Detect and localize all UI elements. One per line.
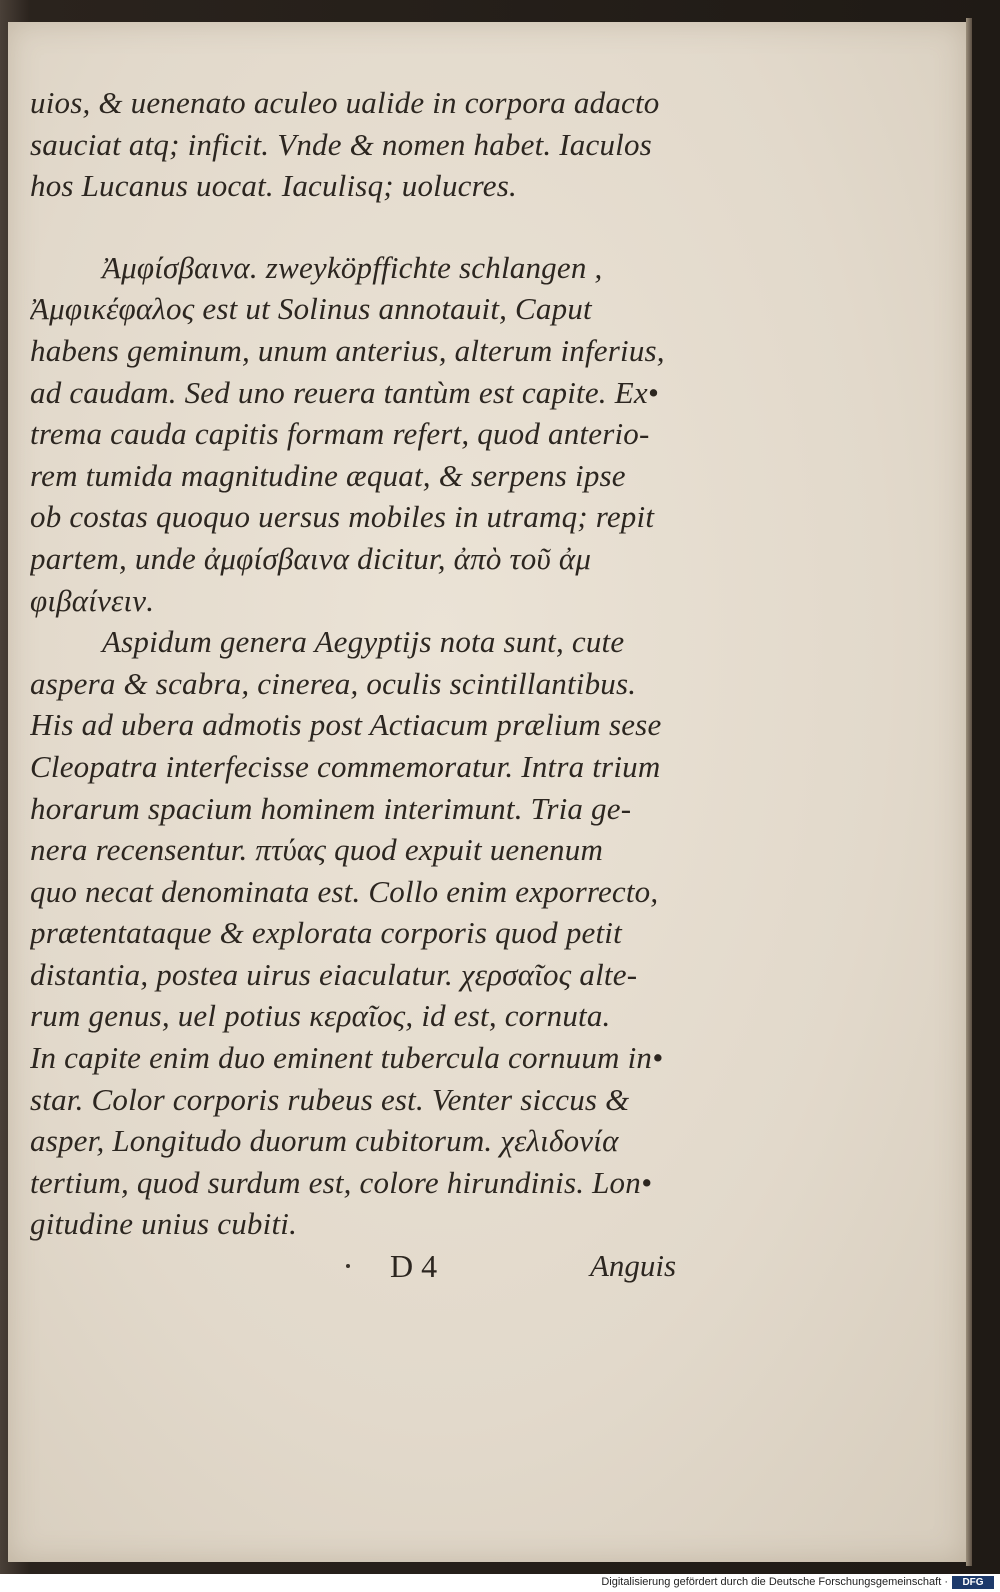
- text-line: trema cauda capitis formam refert, quod anterio-: [30, 416, 650, 452]
- text-line: sauciat atq; inficit. Vnde & nomen habet. Iaculos: [30, 126, 652, 162]
- footer-credit: Digitalisierung gefördert durch die Deutsche Forschungsgemeinschaft ·: [601, 1576, 948, 1588]
- text-line: prætentataque & explorata corporis quod petit: [30, 915, 622, 951]
- paragraph-aspis: [30, 621, 705, 1245]
- text-line: Aspidum genera Aegyptijs nota sunt, cute: [102, 624, 625, 660]
- text-line: In capite enim duo eminent tubercula cornuum in•: [30, 1040, 664, 1076]
- text-line: gitudine unius cubiti.: [30, 1206, 298, 1242]
- page-text: [30, 82, 705, 1245]
- text-line: rem tumida magnitudine æquat, & serpens ipse: [30, 457, 626, 493]
- text-line: His ad ubera admotis post Actiacum prælium sese: [30, 707, 662, 743]
- paragraph-iaculus: [30, 82, 705, 207]
- text-line: rum genus, uel potius κεραῖος, id est, cornuta.: [30, 998, 611, 1034]
- text-line: aspera & scabra, cinerea, oculis scintillantibus.: [30, 665, 637, 701]
- text-line: Ἀμφικέφαλος est ut Solinus annotauit, Caput: [30, 291, 592, 327]
- text-line: horarum spacium hominem interimunt. Tria ge-: [30, 790, 632, 826]
- text-line: habens geminum, unum anterius, alterum inferius,: [30, 332, 665, 368]
- text-line: ob costas quoquo uersus mobiles in utramq; repit: [30, 499, 655, 535]
- dot-mark: [346, 1264, 350, 1268]
- text-line: hos Lucanus uocat. Iaculisq; uolucres.: [30, 168, 517, 204]
- text-line: φιβαίνειν.: [30, 582, 155, 618]
- text-line: Ἀμφίσβαινα. zweyköpffichte schlangen ,: [102, 249, 603, 285]
- signature-mark: D 4: [390, 1248, 438, 1284]
- paragraph-amphisbaena: [30, 247, 705, 621]
- text-line: uios, & uenenato aculeo ualide in corpora adacto: [30, 85, 660, 120]
- page-edge: [966, 18, 972, 1566]
- text-line: distantia, postea uirus eiaculatur. χερσαῖος alte-: [30, 956, 638, 992]
- catchword: Anguis: [590, 1248, 677, 1283]
- text-line: quo necat denominata est. Collo enim exporrecto,: [30, 873, 659, 909]
- dfg-logo-icon: DFG: [952, 1576, 994, 1589]
- text-line: tertium, quod surdum est, colore hirundinis. Lon•: [30, 1164, 653, 1200]
- text-line: nera recensentur. πτύας quod expuit uenenum: [30, 832, 604, 868]
- text-line: ad caudam. Sed uno reuera tantùm est capite. Ex•: [30, 374, 659, 410]
- text-line: Cleopatra interfecisse commemoratur. Intra trium: [30, 748, 661, 784]
- text-line: partem, unde ἀμφίσβαινα dicitur, ἀπὸ τοῦ ἀμ: [30, 540, 592, 576]
- text-line: asper, Longitudo duorum cubitorum. χελιδονία: [30, 1123, 619, 1159]
- text-line: star. Color corporis rubeus est. Venter siccus &: [30, 1081, 630, 1117]
